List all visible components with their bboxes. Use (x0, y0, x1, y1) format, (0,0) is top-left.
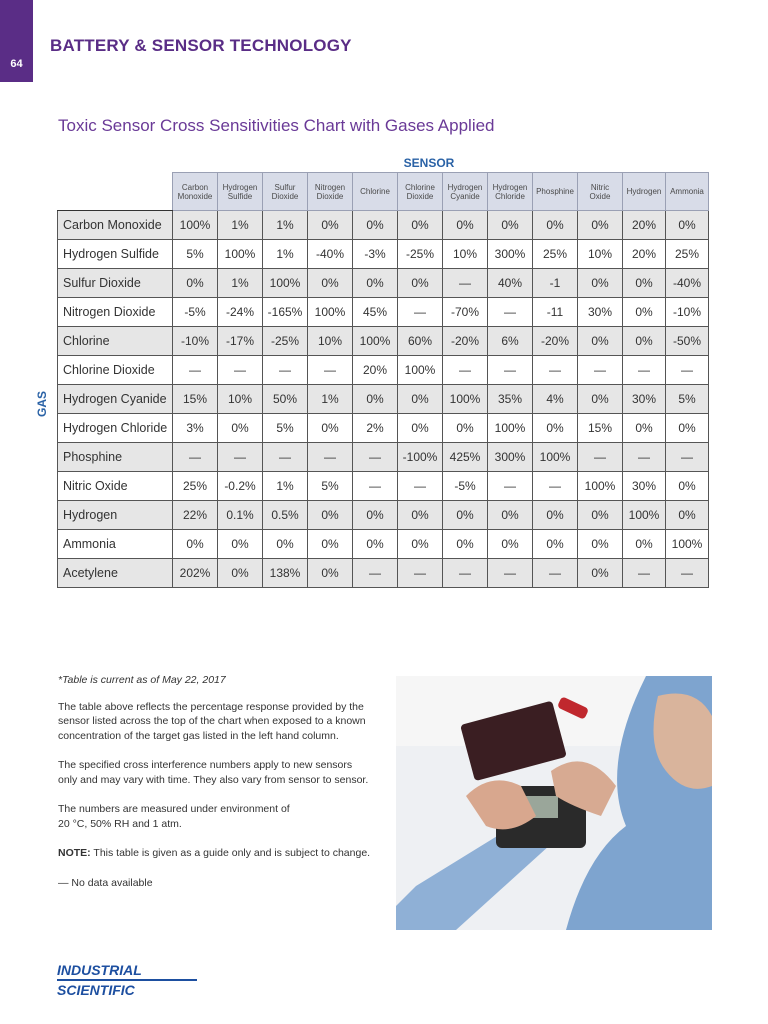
table-cell: 0% (308, 501, 353, 530)
table-row (58, 327, 709, 356)
table-cell: 0% (308, 414, 353, 443)
table-cell: 0% (623, 530, 666, 559)
table-cell: — (263, 356, 308, 385)
table-cell: 1% (263, 240, 308, 269)
sensor-column-header-line-1: Chlorine (405, 182, 435, 192)
table-cell: 10% (443, 240, 488, 269)
sensor-column-header-line-1: Hydrogen (492, 182, 528, 192)
table-cell: 0% (173, 269, 218, 298)
table-cell: -20% (533, 327, 578, 356)
table-cell: — (623, 356, 666, 385)
sensor-column-header-line-2: Cyanide (450, 191, 480, 201)
table-cell: 10% (218, 385, 263, 414)
technician-photo-illustration (396, 676, 712, 930)
logo-line-1: INDUSTRIAL (57, 962, 142, 978)
table-cell: -3% (353, 240, 398, 269)
sensor-column-header (308, 173, 353, 211)
table-cell: 100% (578, 472, 623, 501)
table-cell: 100% (173, 211, 218, 240)
page-number-tab (0, 0, 33, 82)
table-cell: 100% (623, 501, 666, 530)
table-cell: -17% (218, 327, 263, 356)
table-cell: — (398, 298, 443, 327)
table-corner (58, 173, 173, 211)
table-cell: 0% (353, 211, 398, 240)
table-cell: 0% (398, 211, 443, 240)
gas-row-label: Nitrogen Dioxide (58, 298, 173, 327)
table-cell: — (623, 559, 666, 588)
table-cell: 0% (398, 414, 443, 443)
sensor-column-header-line-2: Dioxide (271, 191, 299, 201)
table-row (58, 240, 709, 269)
table-cell: 0% (666, 472, 709, 501)
table-cell: 0% (533, 414, 578, 443)
table-cell: 15% (578, 414, 623, 443)
table-cell: -100% (398, 443, 443, 472)
table-cell: — (173, 356, 218, 385)
table-cell: — (488, 356, 533, 385)
table-cell: 0.1% (218, 501, 263, 530)
note-paragraph-1: The table above reflects the percentage response provided by the sensor listed across the top of the chart when exposed to a known concentration of the target gas listed in the left hand column. (58, 700, 366, 742)
gas-row-label: Sulfur Dioxide (58, 269, 173, 298)
table-cell: — (666, 559, 709, 588)
note-text: This table is given as a guide only and is subject to change. (90, 847, 371, 859)
table-cell: 0% (308, 269, 353, 298)
table-cell: — (398, 472, 443, 501)
sensor-column-header-line-1: Phosphine (536, 187, 574, 196)
table-cell: — (173, 443, 218, 472)
sensor-column-header (666, 173, 709, 211)
table-cell: 0% (308, 559, 353, 588)
table-cell: 0% (623, 298, 666, 327)
cross-sensitivity-table (57, 172, 709, 588)
table-cell: — (666, 356, 709, 385)
table-cell: 0% (398, 269, 443, 298)
table-cell: -40% (666, 269, 709, 298)
table-cell: 100% (488, 414, 533, 443)
table-cell: -70% (443, 298, 488, 327)
table-cell: 1% (263, 472, 308, 501)
table-cell: — (218, 443, 263, 472)
table-cell: 20% (623, 211, 666, 240)
table-cell: 30% (623, 472, 666, 501)
table-cell: 0% (578, 530, 623, 559)
table-cell: 0% (398, 385, 443, 414)
table-cell: -5% (173, 298, 218, 327)
table-cell: 30% (578, 298, 623, 327)
table-cell: 100% (308, 298, 353, 327)
gas-row-label: Acetylene (58, 559, 173, 588)
table-cell: — (218, 356, 263, 385)
table-cell: 10% (578, 240, 623, 269)
no-data-legend: — No data available (58, 876, 153, 889)
note-paragraph-4 (58, 846, 373, 861)
gas-row-label: Hydrogen Sulfide (58, 240, 173, 269)
table-cell: -165% (263, 298, 308, 327)
table-cell: 0% (398, 501, 443, 530)
table-cell: 100% (533, 443, 578, 472)
table-cell: 2% (353, 414, 398, 443)
table-row (58, 443, 709, 472)
table-cell: 0% (533, 530, 578, 559)
sensor-column-header-line-2: Dioxide (406, 191, 434, 201)
table-cell: 5% (173, 240, 218, 269)
table-cell: 0% (666, 211, 709, 240)
table-cell: 0% (443, 530, 488, 559)
table-cell: 0% (218, 559, 263, 588)
table-row (58, 298, 709, 327)
table-cell: 5% (666, 385, 709, 414)
table-cell: 0% (488, 501, 533, 530)
table-cell: 35% (488, 385, 533, 414)
table-cell: 300% (488, 443, 533, 472)
table-cell: 5% (308, 472, 353, 501)
table-row (58, 211, 709, 240)
table-cell: 0% (263, 530, 308, 559)
table-cell: 0% (353, 501, 398, 530)
table-cell: 30% (623, 385, 666, 414)
table-cell: 20% (623, 240, 666, 269)
table-cell: 0% (533, 501, 578, 530)
table-cell: 0% (623, 327, 666, 356)
table-cell: — (533, 472, 578, 501)
table-cell: — (443, 559, 488, 588)
note-paragraph-3 (58, 802, 373, 831)
sensor-column-header-line-1: Carbon (181, 182, 209, 192)
table-cell: 0.5% (263, 501, 308, 530)
table-cell: 1% (263, 211, 308, 240)
gas-row-label: Chlorine Dioxide (58, 356, 173, 385)
sensor-column-header-line-1: Chlorine (360, 187, 390, 196)
table-cell: 1% (308, 385, 353, 414)
table-row (58, 472, 709, 501)
sensor-header-row (58, 173, 709, 211)
table-cell: -11 (533, 298, 578, 327)
table-cell: 25% (666, 240, 709, 269)
sensor-column-header-line-1: Hydrogen (222, 182, 258, 192)
table-cell: -24% (218, 298, 263, 327)
table-cell: — (353, 443, 398, 472)
table-cell: — (398, 559, 443, 588)
sensor-column-header-line-1: Sulfur (274, 182, 296, 192)
table-cell: — (666, 443, 709, 472)
table-cell: 1% (218, 211, 263, 240)
page-number: 64 (10, 58, 23, 70)
table-cell: 100% (666, 530, 709, 559)
table-cell: — (443, 269, 488, 298)
table-cell: 0% (173, 530, 218, 559)
table-cell: 0% (308, 530, 353, 559)
note-paragraph-3-line-1: The numbers are measured under environment of (58, 803, 290, 815)
sensor-column-header (353, 173, 398, 211)
table-cell: — (308, 356, 353, 385)
logo-line-2: SCIENTIFIC (57, 982, 135, 998)
table-row (58, 530, 709, 559)
table-cell: 5% (263, 414, 308, 443)
table-cell: 138% (263, 559, 308, 588)
table-cell: 0% (308, 211, 353, 240)
gas-row-label: Hydrogen (58, 501, 173, 530)
note-paragraph-2: The specified cross interference numbers apply to new sensors only and may vary with time. They also vary from sensor to sensor. (58, 759, 369, 786)
table-cell: 40% (488, 269, 533, 298)
table-cell: -40% (308, 240, 353, 269)
table-cell: 0% (353, 385, 398, 414)
sensor-heading: SENSOR (403, 156, 455, 170)
sensor-column-header-line-1: Nitrogen (314, 182, 346, 192)
table-cell: 0% (218, 414, 263, 443)
gas-heading: GAS (35, 391, 49, 418)
table-cell: 1% (218, 269, 263, 298)
sensor-column-header (218, 173, 263, 211)
table-cell: — (578, 356, 623, 385)
chart-title: Toxic Sensor Cross Sensitivities Chart with Gases Applied (58, 116, 495, 135)
table-cell: 0% (578, 385, 623, 414)
sensor-column-header (488, 173, 533, 211)
table-cell: 0% (623, 414, 666, 443)
table-row (58, 356, 709, 385)
table-cell: 0% (443, 211, 488, 240)
table-cell: 0% (398, 530, 443, 559)
table-cell: 0% (353, 530, 398, 559)
table-cell: — (353, 472, 398, 501)
sensor-column-header-line-1: Hydrogen (626, 187, 662, 196)
table-cell: — (533, 356, 578, 385)
technician-photo (396, 676, 712, 930)
table-cell: — (443, 356, 488, 385)
table-cell: 0% (578, 211, 623, 240)
note-paragraph-3-line-2: 20 °C, 50% RH and 1 atm. (58, 817, 182, 830)
table-cell: 0% (218, 530, 263, 559)
table-cell: -1 (533, 269, 578, 298)
table-cell: 0% (488, 530, 533, 559)
table-cell: 100% (443, 385, 488, 414)
table-cell: 25% (533, 240, 578, 269)
table-cell: 22% (173, 501, 218, 530)
table-cell: — (308, 443, 353, 472)
table-cell: 202% (173, 559, 218, 588)
gas-row-label: Ammonia (58, 530, 173, 559)
table-cell: 0% (578, 327, 623, 356)
sensor-column-header (398, 173, 443, 211)
as-of-note: *Table is current as of May 22, 2017 (58, 674, 226, 686)
sensor-column-header-line-1: Hydrogen (447, 182, 483, 192)
table-row (58, 559, 709, 588)
table-cell: 25% (173, 472, 218, 501)
gas-row-label: Chlorine (58, 327, 173, 356)
table-cell: 300% (488, 240, 533, 269)
table-cell: 100% (398, 356, 443, 385)
table-cell: -50% (666, 327, 709, 356)
table-cell: — (263, 443, 308, 472)
sensor-column-header (623, 173, 666, 211)
table-cell: — (533, 559, 578, 588)
table-cell: — (488, 298, 533, 327)
table-cell: 0% (623, 269, 666, 298)
table-row (58, 269, 709, 298)
sensor-column-header-line-2: Dioxide (316, 191, 344, 201)
table-cell: -10% (666, 298, 709, 327)
notes (58, 673, 373, 905)
sensor-column-header-line-1: Nitric (590, 182, 610, 192)
sensor-column-header-line-2: Monoxide (177, 191, 213, 201)
table-cell: 100% (263, 269, 308, 298)
table-cell: -10% (173, 327, 218, 356)
table-cell: 0% (443, 501, 488, 530)
table-cell: — (488, 559, 533, 588)
note-label: NOTE: (58, 847, 91, 859)
table-cell: 0% (578, 501, 623, 530)
gas-row-label: Nitric Oxide (58, 472, 173, 501)
sensor-column-header-line-1: Ammonia (670, 187, 704, 196)
table-cell: 0% (488, 211, 533, 240)
table-cell: 425% (443, 443, 488, 472)
table-cell: -25% (263, 327, 308, 356)
table-cell: 100% (353, 327, 398, 356)
table-cell: 6% (488, 327, 533, 356)
table-cell: 15% (173, 385, 218, 414)
industrial-scientific-logo (57, 962, 202, 998)
section-title: BATTERY & SENSOR TECHNOLOGY (50, 36, 352, 55)
table-cell: 4% (533, 385, 578, 414)
table-cell: 50% (263, 385, 308, 414)
table-cell: -5% (443, 472, 488, 501)
table-cell: 0% (666, 414, 709, 443)
table-cell: 0% (533, 211, 578, 240)
gas-row-label: Phosphine (58, 443, 173, 472)
gas-row-label: Hydrogen Chloride (58, 414, 173, 443)
table-cell: 20% (353, 356, 398, 385)
table-cell: 0% (443, 414, 488, 443)
sensor-column-header (443, 173, 488, 211)
table-cell: 0% (353, 269, 398, 298)
sensor-column-header (533, 173, 578, 211)
sensor-column-header-line-2: Sulfide (227, 191, 253, 201)
table-row (58, 414, 709, 443)
table-cell: 0% (666, 501, 709, 530)
table-cell: 45% (353, 298, 398, 327)
table-cell: -25% (398, 240, 443, 269)
sensor-column-header (578, 173, 623, 211)
table-cell: — (578, 443, 623, 472)
table-cell: — (488, 472, 533, 501)
sensor-column-header-line-2: Chloride (495, 191, 525, 201)
table-cell: 60% (398, 327, 443, 356)
sensor-column-header-line-2: Oxide (589, 191, 611, 201)
gas-row-label: Carbon Monoxide (58, 211, 173, 240)
table-cell: 10% (308, 327, 353, 356)
logo-rule (57, 979, 197, 981)
table-cell: 100% (218, 240, 263, 269)
table-cell: — (623, 443, 666, 472)
table-cell: 0% (578, 559, 623, 588)
table-row (58, 501, 709, 530)
table-cell: -0.2% (218, 472, 263, 501)
table-cell: -20% (443, 327, 488, 356)
table-row (58, 385, 709, 414)
sensor-column-header (173, 173, 218, 211)
table-cell: 0% (578, 269, 623, 298)
sensor-column-header (263, 173, 308, 211)
table-cell: 3% (173, 414, 218, 443)
gas-row-label: Hydrogen Cyanide (58, 385, 173, 414)
table-cell: — (353, 559, 398, 588)
